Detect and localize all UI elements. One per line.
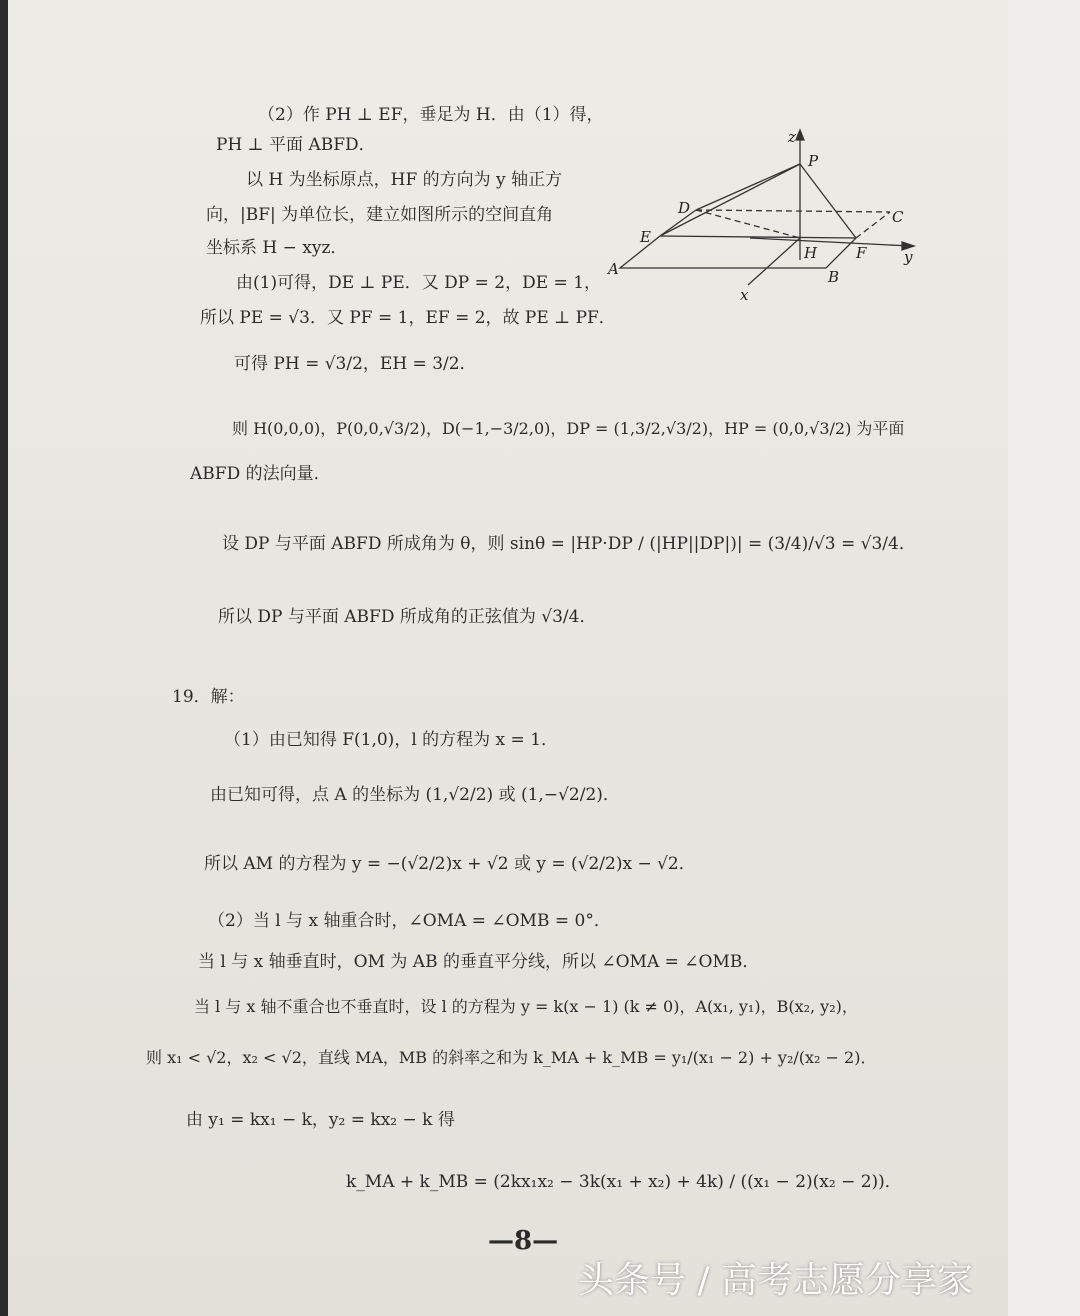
text-line-19: 当 l 与 x 轴不重合也不垂直时，设 l 的方程为 y = k(x − 1) (k ≠ 0)，A(x₁, y₁)，B(x₂, y₂)，: [194, 997, 858, 1016]
text-line-3: 以 H 为坐标原点，HF 的方向为 y 轴正方: [246, 170, 563, 190]
text-line-11: 设 DP 与平面 ABFD 所成角为 θ，则 sinθ = |HP·DP / (|HP||DP|)| = (3/4)/√3 = √3/4．: [222, 534, 916, 554]
edge-ef: [660, 236, 856, 238]
text-line-15: 由已知可得，点 A 的坐标为 (1,√2/2) 或 (1,−√2/2)．: [210, 785, 620, 805]
y-axis: [750, 238, 910, 246]
label-h: H: [804, 244, 818, 262]
label-y: y: [904, 248, 913, 266]
label-c: C: [892, 208, 904, 226]
label-a: A: [608, 260, 619, 278]
text-line-20: 则 x₁ < √2，x₂ < √2，直线 MA，MB 的斜率之和为 k_MA + k_MB = y₁/(x₁ − 2) + y₂/(x₂ − 2)．: [146, 1048, 877, 1067]
page-left-edge: [0, 0, 8, 1316]
text-line-22: k_MA + k_MB = (2kx₁x₂ − 3k(x₁ + x₂) + 4k) / ((x₁ − 2)(x₂ − 2))．: [346, 1172, 902, 1192]
watermark: 头条号 / 高考志愿分享家: [578, 1260, 974, 1301]
text-line-9: 则 H(0,0,0)，P(0,0,√3/2)，D(−1,−3/2,0)，DP = (1,3/2,√3/2)，HP = (0,0,√3/2) 为平面: [232, 419, 905, 438]
page-number: —8—: [488, 1226, 559, 1256]
text-line-5: 坐标系 H − xyz．: [206, 238, 348, 258]
label-x: x: [740, 286, 749, 304]
z-axis-arrow: [796, 130, 804, 140]
text-line-10: ABFD 的法向量．: [190, 464, 331, 484]
label-e: E: [640, 228, 651, 246]
text-line-16: 所以 AM 的方程为 y = −(√2/2)x + √2 或 y = (√2/2)x − √2．: [204, 854, 696, 874]
text-line-13: 19．解：: [172, 687, 245, 707]
edge-dh: [696, 210, 800, 238]
edge-pd: [696, 164, 800, 210]
text-line-8: 可得 PH = √3/2，EH = 3/2．: [234, 354, 477, 374]
pyramid-figure: [600, 120, 930, 310]
text-line-17: （2）当 l 与 x 轴重合时，∠OMA = ∠OMB = 0°．: [208, 911, 611, 931]
text-line-7: 所以 PE = √3．又 PF = 1，EF = 2，故 PE ⊥ PF．: [200, 308, 616, 328]
text-line-12: 所以 DP 与平面 ABFD 所成角的正弦值为 √3/4．: [218, 607, 597, 627]
text-line-1: （2）作 PH ⊥ EF，垂足为 H．由（1）得，: [258, 105, 604, 125]
edge-fc: [856, 212, 890, 238]
label-p: P: [808, 152, 819, 170]
text-line-21: 由 y₁ = kx₁ − k，y₂ = kx₂ − k 得: [186, 1110, 455, 1130]
text-line-14: （1）由已知得 F(1,0)，l 的方程为 x = 1．: [224, 730, 559, 750]
text-line-2: PH ⊥ 平面 ABFD．: [216, 135, 376, 155]
label-d: D: [678, 199, 691, 217]
text-line-18: 当 l 与 x 轴垂直时，OM 为 AB 的垂直平分线，所以 ∠OMA = ∠OMB．: [198, 952, 760, 972]
base-outline: [620, 236, 856, 268]
edge-pf: [800, 164, 856, 238]
label-b: B: [828, 268, 840, 286]
background-strip: [1008, 0, 1080, 1316]
label-z: z: [788, 128, 796, 146]
text-line-6: 由(1)可得，DE ⊥ PE．又 DP = 2，DE = 1，: [236, 273, 602, 293]
text-line-4: 向，|BF| 为单位长，建立如图所示的空间直角: [206, 205, 554, 225]
label-f: F: [856, 244, 867, 262]
x-axis: [748, 238, 800, 285]
edge-dc: [696, 210, 890, 212]
